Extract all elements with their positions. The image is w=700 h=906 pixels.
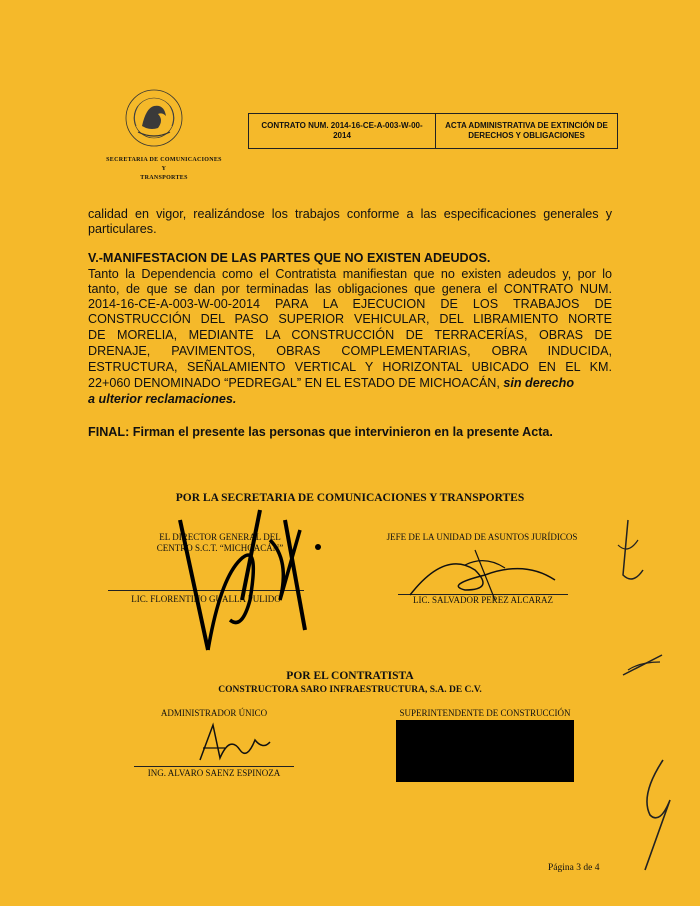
admin-role: ADMINISTRADOR ÚNICO — [160, 708, 268, 718]
seal-org-line3: TRANSPORTES — [140, 175, 188, 181]
body-line: tanto, de que se dan por terminadas las obligaciones que genera el CONTRATO NUM. — [88, 282, 612, 296]
seal-org-line1: SECRETARIA DE COMUNICACIONES — [106, 157, 222, 163]
body-line-text: 22+060 DENOMINADO “PEDREGAL” EN EL ESTADO DE MICHOACÁN, — [88, 376, 504, 390]
body-line: DE MORELIA, MEDIANTE LA CONSTRUCCIÓN DE TERRACERÍAS, OBRAS DE — [88, 328, 612, 342]
margin-initial — [620, 650, 665, 680]
body-line: DRENAJE, PAVIMENTOS, OBRAS COMPLEMENTARIAS, OBRA INDUCIDA, — [88, 344, 612, 358]
right-role: JEFE DE LA UNIDAD DE ASUNTOS JURÍDICOS — [386, 532, 578, 542]
body-line: CONSTRUCCIÓN DEL PASO SUPERIOR VEHICULAR, DEL LIBRAMIENTO NORTE — [88, 312, 612, 326]
signature-line — [134, 766, 294, 767]
left-role-line1: EL DIRECTOR GENERAL DEL — [159, 532, 281, 542]
seal-org-line2: Y — [161, 166, 167, 172]
body-line: ESTRUCTURA, SEÑALAMIENTO VERTICAL Y HORIZONTAL UBICADO EN EL KM. — [88, 360, 612, 374]
emphasis-text: a ulterior reclamaciones. — [88, 392, 237, 406]
document-title: ACTA ADMINISTRATIVA DE EXTINCIÓN DE DERECHOS Y OBLIGACIONES — [445, 121, 608, 140]
final-clause: FINAL: Firman el presente las personas que intervinieron en la presente Acta. — [88, 425, 553, 439]
contract-header-box — [248, 113, 618, 149]
right-signatory-name: LIC. SALVADOR PEREZ ALCARAZ — [412, 595, 554, 605]
admin-signature — [195, 720, 275, 770]
coat-of-arms-seal — [114, 86, 194, 156]
admin-signatory-name: ING. ALVARO SAENZ ESPINOZA — [147, 768, 281, 778]
emphasis-text: sin derecho — [503, 376, 575, 390]
contractor-company: CONSTRUCTORA SARO INFRAESTRUCTURA, S.A. DE C.V. — [218, 685, 482, 695]
redaction-block — [396, 720, 574, 782]
body-line: particulares. — [88, 222, 157, 236]
body-line — [88, 376, 612, 390]
margin-initial — [625, 755, 685, 875]
sct-heading: POR LA SECRETARIA DE COMUNICACIONES Y TRANSPORTES — [175, 492, 525, 504]
body-line: Tanto la Dependencia como el Contratista manifiestan que no existen adeudos y, por lo — [88, 267, 612, 281]
page-number: Página 3 de 4 — [548, 863, 600, 873]
legal-signature — [405, 540, 565, 610]
contractor-heading: POR EL CONTRATISTA — [286, 670, 414, 682]
body-line: 2014-16-CE-A-003-W-00-2014 PARA LA EJECUCION DE LOS TRABAJOS DE — [88, 297, 612, 311]
left-role-line2: CENTRO S.C.T. “MICHOACÁN” — [156, 543, 284, 553]
margin-initial — [608, 515, 648, 595]
body-line: calidad en vigor, realizándose los trabajos conforme a las especificaciones generales y — [88, 207, 612, 221]
director-signature — [170, 500, 330, 660]
superintendent-role: SUPERINTENDENTE DE CONSTRUCCIÓN — [399, 708, 571, 718]
left-signatory-name: LIC. FLORENTINO GUALLA PULIDO — [131, 594, 281, 604]
contract-number: CONTRATO NUM. 2014-16-CE-A-003-W-00-2014 — [249, 114, 436, 148]
section-title: V.-MANIFESTACION DE LAS PARTES QUE NO EXISTEN ADEUDOS. — [88, 251, 491, 265]
